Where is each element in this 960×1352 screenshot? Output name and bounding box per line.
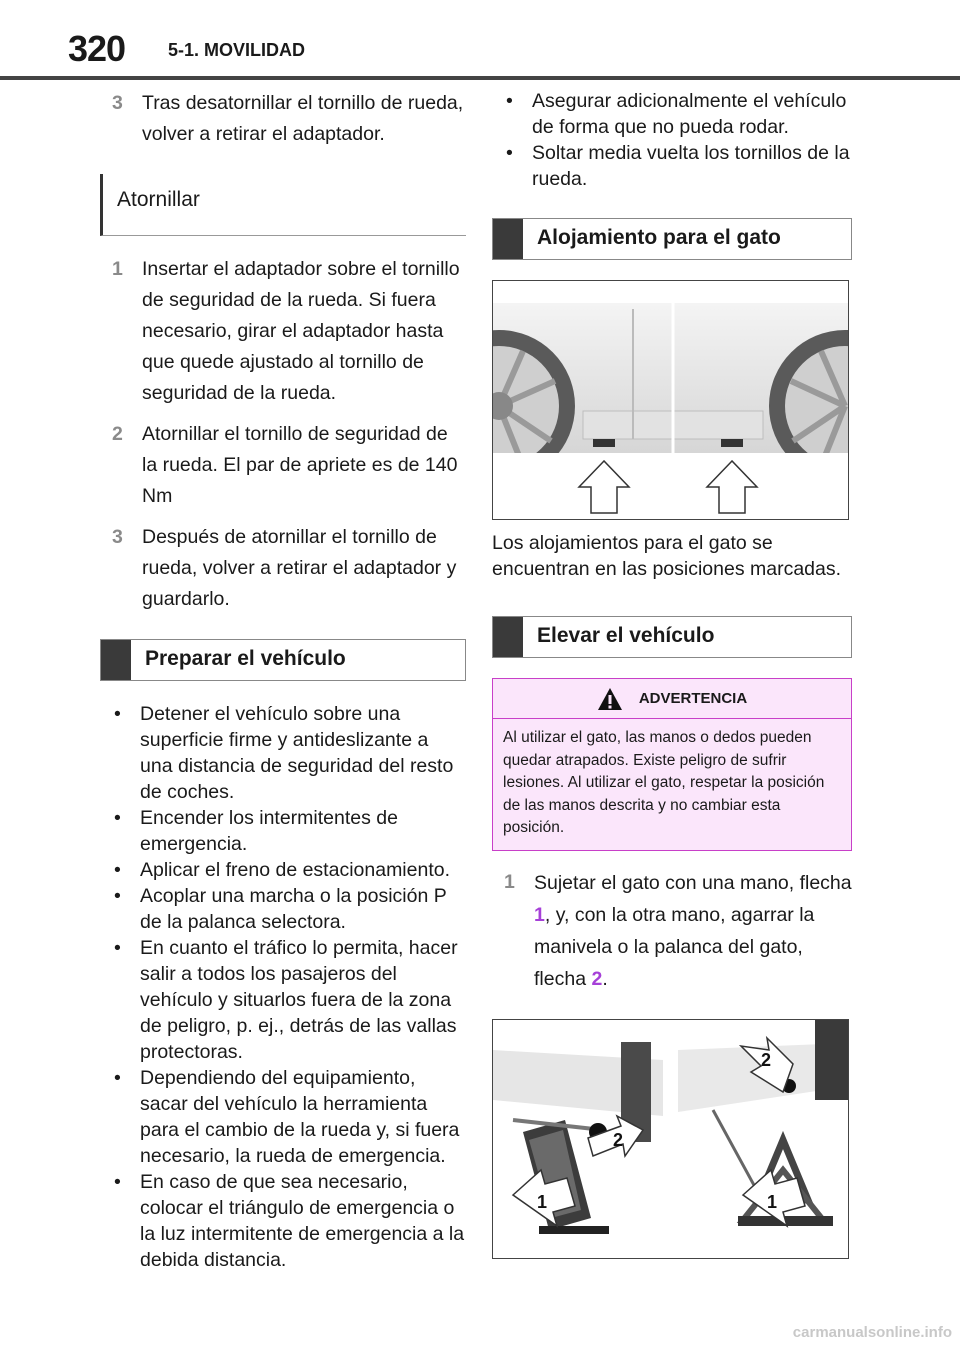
list-item: • Detener el vehículo sobre una superficie firme y antideslizante a una distancia de seguridad del resto de coches.	[100, 701, 466, 805]
heading-text: Elevar el vehículo	[537, 624, 715, 647]
step-number: 1	[112, 258, 123, 280]
jack-points-figure	[492, 280, 849, 520]
jack-illustration	[493, 1020, 849, 1259]
left-column	[100, 88, 466, 1273]
header-divider	[0, 76, 960, 80]
warning-triangle-icon	[597, 687, 623, 711]
arrow-label-1: 1	[767, 1191, 778, 1212]
step-number: 3	[112, 92, 123, 114]
list-item: • Encender los intermitentes de emergencia.	[100, 805, 466, 857]
warning-box	[492, 678, 852, 851]
preparar-list	[100, 701, 466, 1273]
arrow-label-2: 2	[761, 1049, 772, 1070]
warning-text: Al utilizar el gato, las manos o dedos pueden quedar atrapados. Existe peligro de sufrir lesiones. Al utilizar el gato, respetar la posición de las manos descrita y no cambiar esta posición.	[503, 729, 825, 836]
heading-bar	[493, 219, 523, 259]
step-item	[100, 254, 466, 409]
heading-bar	[101, 640, 131, 680]
step-text: Insertar el adaptador sobre el tornillo de seguridad de la rueda. Si fuera necesario, girar el adaptador hasta que quede ajustado al tornillo de seguridad de la rueda.	[142, 258, 460, 404]
watermark: carmanualsonline.info	[792, 1324, 952, 1341]
arrow-ref-2: 2	[591, 967, 603, 990]
step-number: 3	[112, 526, 123, 548]
heading-text: Alojamiento para el gato	[537, 226, 781, 249]
page-number: 320	[68, 28, 126, 69]
figure-caption: Los alojamientos para el gato se encuentran en las posiciones marcadas.	[492, 532, 842, 580]
step-text-part: .	[602, 967, 608, 990]
step-text	[534, 867, 852, 995]
step-number: 2	[112, 423, 123, 445]
heading-preparar	[100, 639, 466, 681]
right-list	[492, 88, 852, 192]
right-column	[492, 88, 852, 1259]
step-text-part: Sujetar el gato con una mano, flecha	[534, 871, 852, 894]
step-item	[100, 419, 466, 512]
list-item: • En cuanto el tráfico lo permita, hacer salir a todos los pasajeros del vehículo y situarlos fuera de la zona de peligro, p. ej., detrás de las vallas protectoras.	[100, 935, 466, 1065]
step-number: 1	[504, 870, 515, 893]
car-side-illustration	[493, 281, 849, 520]
page-header	[0, 0, 960, 80]
step-item	[100, 88, 466, 150]
list-item: • Acoplar una marcha o la posición P de la palanca selectora.	[100, 883, 466, 935]
list-item: • Aplicar el freno de estacionamiento.	[100, 857, 466, 883]
step-item	[100, 522, 466, 615]
step-text: Después de atornillar el tornillo de rueda, volver a retirar el adaptador y guardarlo.	[142, 526, 457, 610]
list-item: • Soltar media vuelta los tornillos de la rueda.	[492, 140, 852, 192]
warning-title: ADVERTENCIA	[638, 690, 748, 707]
arrow-ref-1: 1	[534, 903, 545, 926]
step-text: Tras desatornillar el tornillo de rueda, volver a retirar el adaptador.	[142, 92, 464, 145]
list-item: • Asegurar adicionalmente el vehículo de forma que no pueda rodar.	[492, 88, 852, 140]
jack-handling-figure	[492, 1019, 849, 1259]
section-title: 5-1. MOVILIDAD	[168, 40, 306, 60]
step-text-part: , y, con la otra mano, agarrar la manivela o la palanca del gato, flecha	[534, 903, 815, 990]
subheading-atornillar: Atornillar	[100, 174, 466, 236]
warning-header	[493, 679, 851, 719]
list-item: • Dependiendo del equipamiento, sacar del vehículo la herramienta para el cambio de la rueda y, si fuera necesario, la rueda de emergencia.	[100, 1065, 466, 1169]
heading-elevar	[492, 616, 852, 658]
step-item	[492, 867, 852, 995]
arrow-label-1: 1	[537, 1191, 548, 1212]
heading-text: Preparar el vehículo	[145, 647, 346, 670]
list-item: • En caso de que sea necesario, colocar el triángulo de emergencia o la luz intermitente de emergencia a la debida distancia.	[100, 1169, 466, 1273]
heading-bar	[493, 617, 523, 657]
heading-alojamiento	[492, 218, 852, 260]
arrow-label-2: 2	[613, 1129, 624, 1150]
step-text: Atornillar el tornillo de seguridad de la rueda. El par de apriete es de 140 Nm	[142, 423, 458, 507]
